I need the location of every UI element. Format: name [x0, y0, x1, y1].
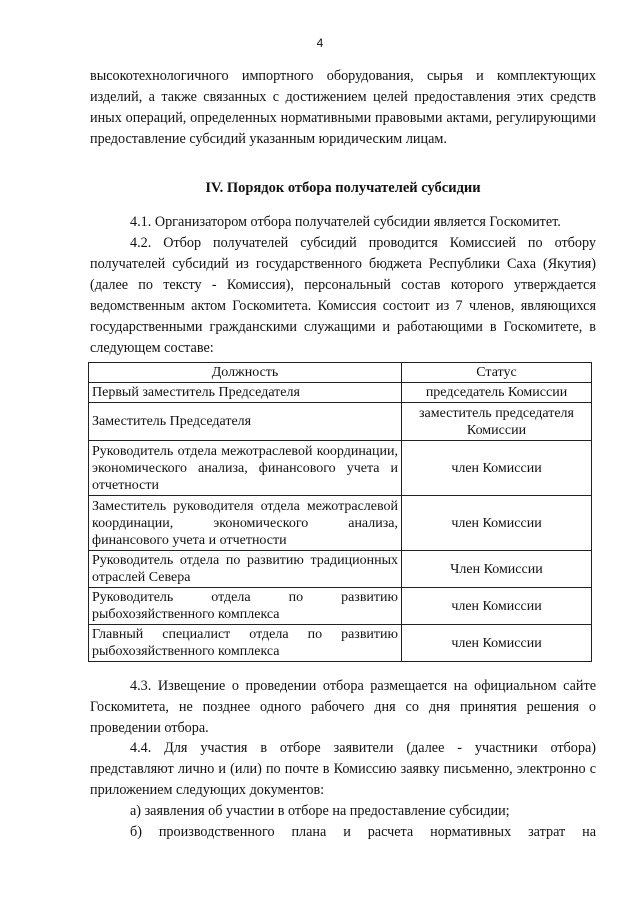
- table-header-row: [89, 363, 592, 383]
- table-row: [89, 625, 592, 662]
- table-row: [89, 441, 592, 496]
- paragraph-4-1: 4.1. Организатором отбора получателей субсидии является Госкомитет.: [130, 214, 561, 230]
- row-position: Руководитель отдела по развитию рыбохозяйственного комплекса: [89, 588, 402, 625]
- paragraph-4-4: 4.4. Для участия в отборе заявители (далее - участники отбора) представляют лично и (или) по почте в Комиссию заявку письменно, электронно с приложением следующих документов:: [90, 740, 596, 798]
- page-number: 4: [316, 36, 324, 50]
- header-position: Должность: [89, 363, 402, 383]
- row-status: член Комиссии: [402, 625, 592, 662]
- intro-paragraph: высокотехнологичного импортного оборудования, сырья и комплектующих изделий, а также связанных с достижением целей предоставления этих средств иных операций, определенных нормативными правовыми актами, регулирующими предоставление субсидий указанным юридическим лицам.: [90, 68, 596, 147]
- row-status: Член Комиссии: [402, 551, 592, 588]
- row-status: член Комиссии: [402, 588, 592, 625]
- row-position: Первый заместитель Председателя: [89, 383, 402, 403]
- table-row: [89, 383, 592, 403]
- row-position: Заместитель руководителя отдела межотраслевой координации, экономического анализа, финансового учета и отчетности: [89, 496, 402, 551]
- row-status: член Комиссии: [402, 496, 592, 551]
- table-row: [89, 588, 592, 625]
- row-status: заместитель председателя Комиссии: [402, 403, 592, 441]
- table-row: [89, 403, 592, 441]
- commission-table: [88, 362, 592, 662]
- row-position: Заместитель Председателя: [89, 403, 402, 441]
- row-position: Руководитель отдела по развитию традиционных отраслей Севера: [89, 551, 402, 588]
- row-status: председатель Комиссии: [402, 383, 592, 403]
- item-a: а) заявления об участии в отборе на предоставление субсидии;: [130, 803, 510, 819]
- item-b: б) производственного плана и расчета нормативных затрат на: [130, 824, 596, 840]
- table-row: [89, 496, 592, 551]
- section-title: IV. Порядок отбора получателей субсидии: [205, 180, 481, 196]
- paragraph-4-3: 4.3. Извещение о проведении отбора размещается на официальном сайте Госкомитета, не позднее одного рабочего дня со дня принятия решения о проведении отбора.: [90, 678, 596, 736]
- row-position: Руководитель отдела межотраслевой координации, экономического анализа, финансового учета и отчетности: [89, 441, 402, 496]
- row-position: Главный специалист отдела по развитию рыбохозяйственного комплекса: [89, 625, 402, 662]
- table-row: [89, 551, 592, 588]
- paragraph-4-2: 4.2. Отбор получателей субсидий проводится Комиссией по отбору получателей субсидий из государственного бюджета Республики Саха (Якутия) (далее по тексту - Комиссия), персональный состав которого утверждается ведомственным актом Госкомитета. Комиссия состоит из 7 членов, являющихся государственными гражданскими служащими и работающими в Госкомитете, в следующем составе:: [90, 235, 596, 356]
- header-status: Статус: [402, 363, 592, 383]
- row-status: член Комиссии: [402, 441, 592, 496]
